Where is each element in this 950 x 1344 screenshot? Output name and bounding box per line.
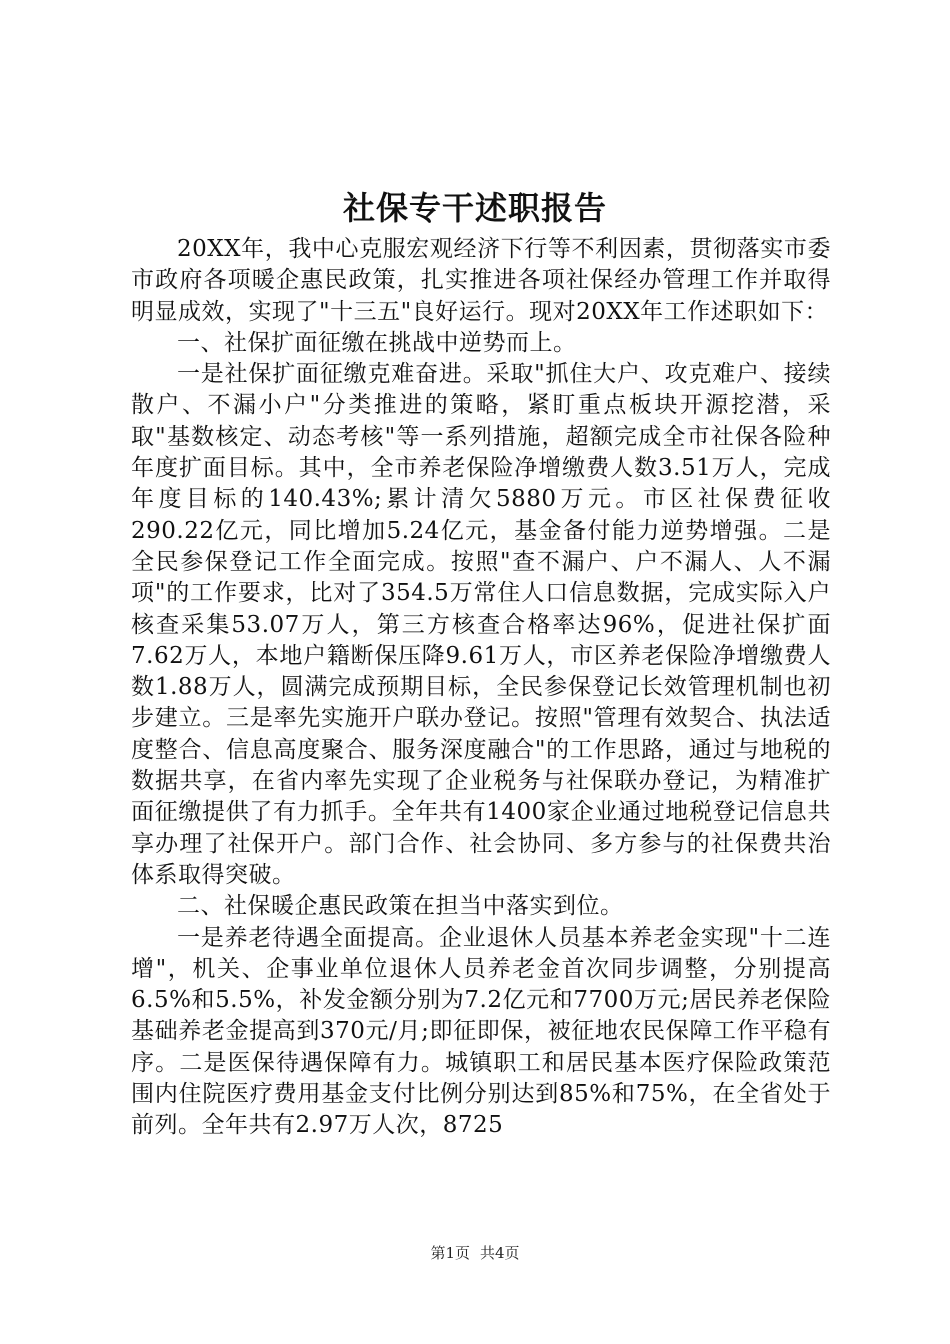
page-footer [0, 1242, 950, 1264]
page-number: 第1页 [430, 1244, 470, 1262]
paragraph-section-1: 一是社保扩面征缴克难奋进。采取"抓住大户、攻克难户、接续散户、不漏小户"分类推进的策略，紧盯重点板块开源挖潜，采取"基数核定、动态考核"等一系列措施，超额完成全市社保各险种年度扩面目标。其中，全市养老保险净增缴费人数3.51万人，完成年度目标的140.43%;累计清欠5880万元。市区社保费征收290.22亿元，同比增加5.24亿元，基金备付能力逆势增强。二是全民参保登记工作全面完成。按照"查不漏户、户不漏人、人不漏项"的工作要求，比对了354.5万常住人口信息数据，完成实际入户核查采集53.07万人，第三方核查合格率达96%，促进社保扩面7.62万人，本地户籍断保压降9.61万人，市区养老保险净增缴费人数1.88万人，圆满完成预期目标，全民参保登记长效管理机制也初步建立。三是率先实施开户联办登记。按照"管理有效契合、执法适度整合、信息高度聚合、服务深度融合"的工作思路，通过与地税的数据共享，在省内率先实现了企业税务与社保联办登记，为精准扩面征缴提供了有力抓手。全年共有1400家企业通过地税登记信息共享办理了社保开户。部门合作、社会协同、多方参与的社保费共治体系取得突破。 [131, 361, 831, 888]
paragraph-section-2: 一是养老待遇全面提高。企业退休人员基本养老金实现"十二连增"，机关、企事业单位退休人员养老金首次同步调整，分别提高6.5%和5.5%，补发金额分别为7.2亿元和7700万元;居民养老保险基础养老金提高到370元/月;即征即保，被征地农民保障工作平稳有序。二是医保待遇保障有力。城镇职工和居民基本医疗保险政策范围内住院医疗费用基金支付比例分别达到85%和75%，在全省处于前列。全年共有2.97万人次，8725 [131, 924, 831, 1139]
section-heading-2: 二、社保暖企惠民政策在担当中落实到位。 [177, 893, 624, 920]
document-body [131, 234, 831, 1142]
page-total: 共4页 [480, 1244, 520, 1262]
document-title: 社保专干述职报告 [342, 189, 607, 227]
section-heading-1: 一、社保扩面征缴在挑战中逆势而上。 [177, 329, 577, 356]
paragraph-intro: 20XX年，我中心克服宏观经济下行等不利因素，贯彻落实市委市政府各项暖企惠民政策，扎实推进各项社保经办管理工作并取得明显成效，实现了"十三五"良好运行。现对20XX年工作述职如下： [131, 236, 831, 325]
